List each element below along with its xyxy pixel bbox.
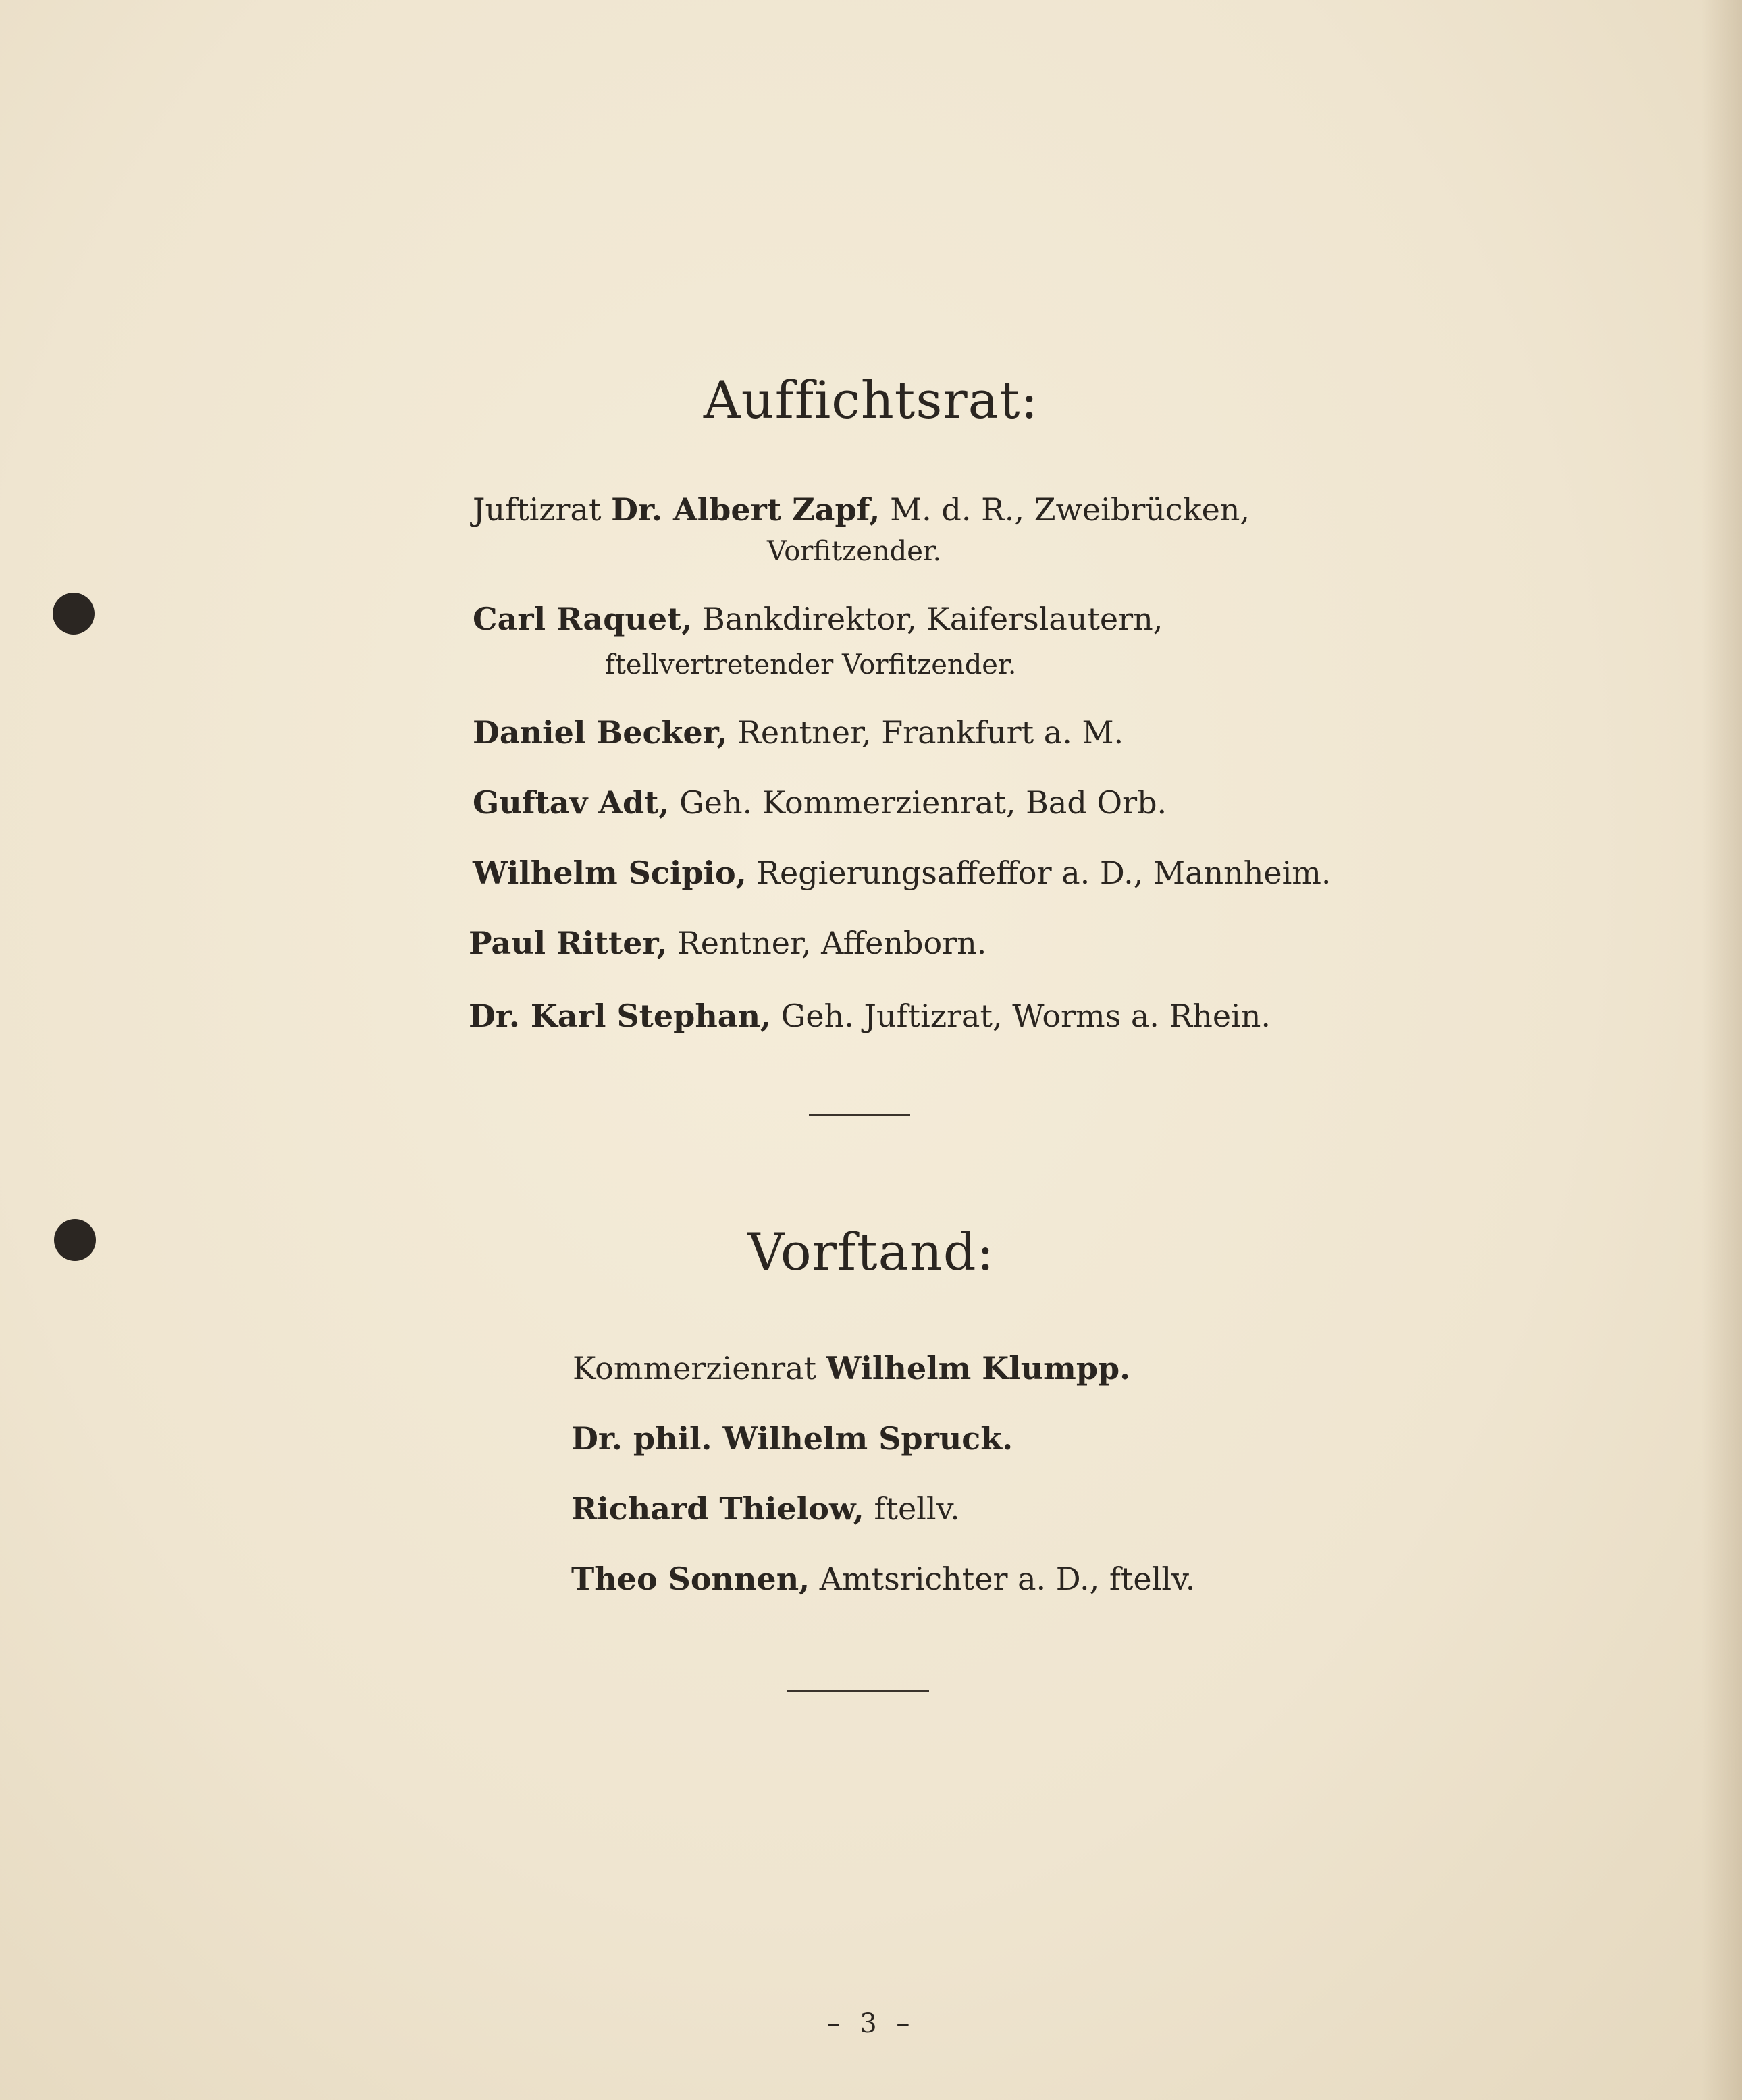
member-detail: Rentner, Affenborn. [677,925,987,961]
member-detail: ftellv. [874,1490,960,1527]
member-line [469,998,1271,1034]
member-name: Richard Thielow, [571,1490,864,1527]
member-detail: Geh. Kommerzienrat, Bad Orb. [679,784,1167,821]
member-detail: Rentner, Frankfurt a. M. [737,714,1124,751]
member-prefix: Juftizrat [473,491,602,528]
member-detail: Amtsrichter a. D., ftellv. [819,1561,1196,1597]
section-divider [809,1114,910,1116]
member-line [473,601,1163,637]
member-name: Dr. Albert Zapf, [611,491,880,528]
member-line [473,714,1124,751]
section-divider [787,1690,929,1692]
member-role: Vorfitzender. [767,536,942,567]
vorstand-heading: Vorftand: [747,1222,995,1282]
member-prefix: Kommerzienrat [573,1350,816,1386]
page-number: – 3 – [826,2008,916,2039]
member-line [473,491,1250,528]
member-line [473,855,1331,891]
member-name: Carl Raquet, [473,601,693,637]
member-detail: Regierungsaffeffor a. D., Mannheim. [756,855,1331,891]
member-name: Dr. phil. Wilhelm Spruck. [571,1420,1013,1457]
member-name: Wilhelm Klumpp. [826,1350,1131,1386]
member-detail: Bankdirektor, Kaiferslautern, [702,601,1163,637]
member-name: Theo Sonnen, [571,1561,810,1597]
member-line [573,1350,1130,1386]
member-name: Paul Ritter, [469,925,668,961]
member-name: Guftav Adt, [473,784,670,821]
punch-hole-upper [53,593,95,635]
member-line [571,1420,1013,1457]
member-name: Wilhelm Scipio, [473,855,747,891]
member-line [571,1490,960,1527]
member-role: ftellvertretender Vorfitzender. [605,649,1017,680]
member-name: Daniel Becker, [473,714,728,751]
aufsichtsrat-heading: Auffichtsrat: [703,370,1039,430]
member-line [473,784,1167,821]
member-name: Dr. Karl Stephan, [469,998,772,1034]
member-line [571,1561,1195,1597]
member-line [469,925,986,961]
page-edge-shadow [1701,0,1742,2100]
member-detail: Geh. Juftizrat, Worms a. Rhein. [781,998,1271,1034]
member-detail: M. d. R., Zweibrücken, [890,491,1250,528]
